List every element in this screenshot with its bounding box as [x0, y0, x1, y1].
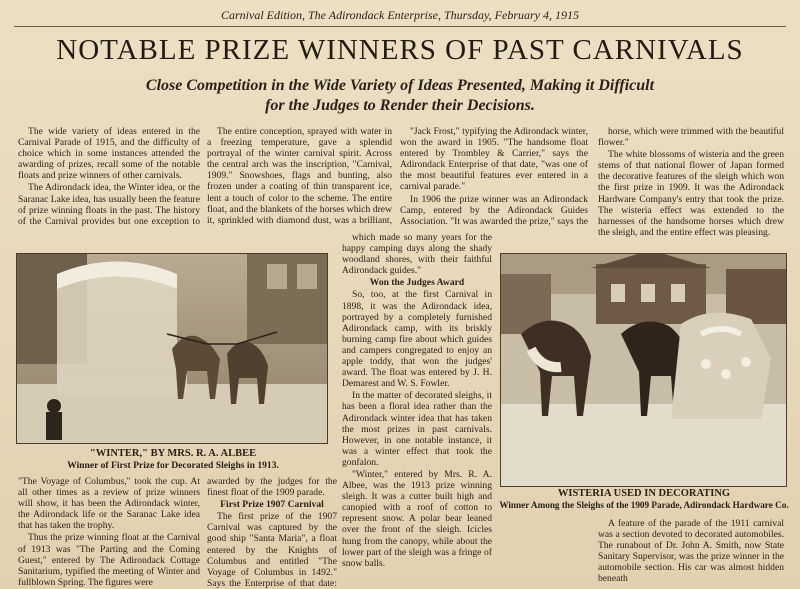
masthead: Carnival Edition, The Adirondack Enterprise, Thursday, February 4, 1915 — [221, 8, 579, 22]
photo-wisteria-sleigh — [500, 253, 787, 487]
subhead — [0, 76, 800, 116]
column-2-bottom — [207, 476, 337, 589]
paragraph: awarded by the judges for the finest float of the 1909 parade. — [207, 476, 337, 499]
column-4-bottom — [598, 518, 784, 589]
column-middle — [342, 232, 492, 589]
photo-wisteria-sleigh-image — [501, 254, 786, 486]
subhead-line-1: Close Competition in the Wide Variety of Ideas Presented, Making it Difficult — [145, 77, 655, 94]
column-2-top — [207, 126, 392, 226]
column-1-top — [18, 126, 200, 226]
caption-left-title: "WINTER," BY MRS. R. A. ALBEE — [89, 448, 257, 459]
paragraph: The entire conception, sprayed with water in a freezing temperature, gave a splendid portrayal of the winter carnival spirit. Across the central arch was the inscription, "Carnival, 1909." Snowshoes, flags and bunting, also frozen under a coating of thin transparent ice, lent a touch of color to the scheme. The entire float, and the blankets of the horses which drew it, sprinkled with diamond dust, was a brilliant, — [207, 126, 392, 226]
paragraph: which made so many years for the happy camping days along the shady woodland shores, with their faithful Adirondack guides." — [342, 232, 492, 277]
paragraph: So, too, at the first Carnival in 1898, it was the Adirondack idea, portrayed by a completely furnished Adirondack camp, with its briskly burning camp fire about which guides and campers congregated to enjoy an apple toddy, that won the judges' award. The float was entered by J. H. Demarest and W. S. Fowler. — [342, 289, 492, 390]
paragraph: "Winter," entered by Mrs. R. A. Albee, was the 1913 prize winning sleigh. It was a cutter built high and canopied with a roof of cotton to represent snow. A polar bear leaned over the front of the sleigh. Icicles hung from the canopy, while about the lower part of the sleigh was a fringe of snow balls. — [342, 468, 492, 569]
paragraph: The wide variety of ideas entered in the Carnival Parade of 1915, and the difficulty of choice which in some instances attended the awarding of prizes, recall some of the notable floats and prize winners of other carnivals. — [18, 126, 200, 182]
caption-left-subtitle: Winner of First Prize for Decorated Sleighs in 1913. — [67, 459, 279, 471]
paragraph: In the matter of decorated sleighs, it has been a floral idea rather than the Adirondack winter idea that has taken the most prizes in past carnivals. However, in one notable instance, it was a winter effect that took the gonfalon. — [342, 390, 492, 468]
caption-right — [494, 488, 794, 511]
paragraph: Thus the prize winning float at the Carnival of 1913 was "The Parting and the Coming Guest," entered by The Adirondack Cottage Sanitarium, typified the meeting of Winter and fullblown Spring. The figures were — [18, 532, 200, 588]
paragraph: A feature of the parade of the 1911 carnival was a section devoted to decorated automobiles. The runabout of Dr. John A. Smith, now State Sanitary Supervisor, was the prize winner in the automobile section. His car was almost hidden beneath — [598, 518, 784, 585]
column-3-top — [400, 126, 588, 226]
caption-right-title: WISTERIA USED IN DECORATING — [557, 488, 731, 499]
headline: NOTABLE PRIZE WINNERS OF PAST CARNIVALS — [56, 34, 744, 66]
column-1-bottom — [18, 476, 200, 589]
paragraph: "The Voyage of Columbus," took the cup. At all other times as a review of prize winners will show, it has been the Adirondack winter, the Adirondack life or the Saranac Lake idea that has taken the trophy. — [18, 476, 200, 532]
caption-left — [60, 448, 286, 471]
paragraph: The Adirondack idea, the Winter idea, or the Saranac Lake idea, has usually been the feature of prize winning floats in the past. The history of the Carnival provides but one exception to — [18, 182, 200, 226]
photo-winter-sleigh — [16, 253, 328, 444]
paragraph: The first prize of the 1907 Carnival was captured by the good ship "Santa Maria", a float entered by the Knights of Columbus and entitled "The Voyage of Columbus in 1492." Says the Enterprise of that date: — [207, 511, 337, 589]
paragraph: "Jack Frost," typifying the Adirondack winter, won the award in 1905. "The handsome float entered by Trombley & Carrier," says the Adirondack Enterprise of that date, "was one of the most beautiful features ever entered in a carnival parade." — [400, 126, 588, 193]
photo-winter-sleigh-image — [17, 254, 327, 443]
masthead-rule — [14, 26, 786, 27]
section-heading: Won the Judges Award — [369, 277, 465, 289]
subhead-line-2: for the Judges to Render their Decisions. — [265, 97, 535, 114]
section-heading: First Prize 1907 Carnival — [220, 499, 324, 511]
paragraph: In 1906 the prize winner was an Adirondack Camp, entered by the Adirondack Guides Association. "It was awarded the prize," says the — [400, 193, 588, 226]
paragraph: horse, which were trimmed with the beautiful flower." — [598, 126, 784, 149]
paragraph: The white blossoms of wisteria and the green stems of that national flower of Japan formed the decorative features of the sleigh which won the first prize in 1909. It was the Adirondack Hardware Company's entry that took the prize. The wisteria effect was extended to the harnesses of the handsome horses which drew the sleigh, and the entire effect was pleasing. — [598, 149, 784, 238]
caption-right-subtitle: Winner Among the Sleighs of the 1909 Parade, Adirondack Hardware Co. — [499, 499, 789, 510]
column-4-top — [598, 126, 784, 252]
